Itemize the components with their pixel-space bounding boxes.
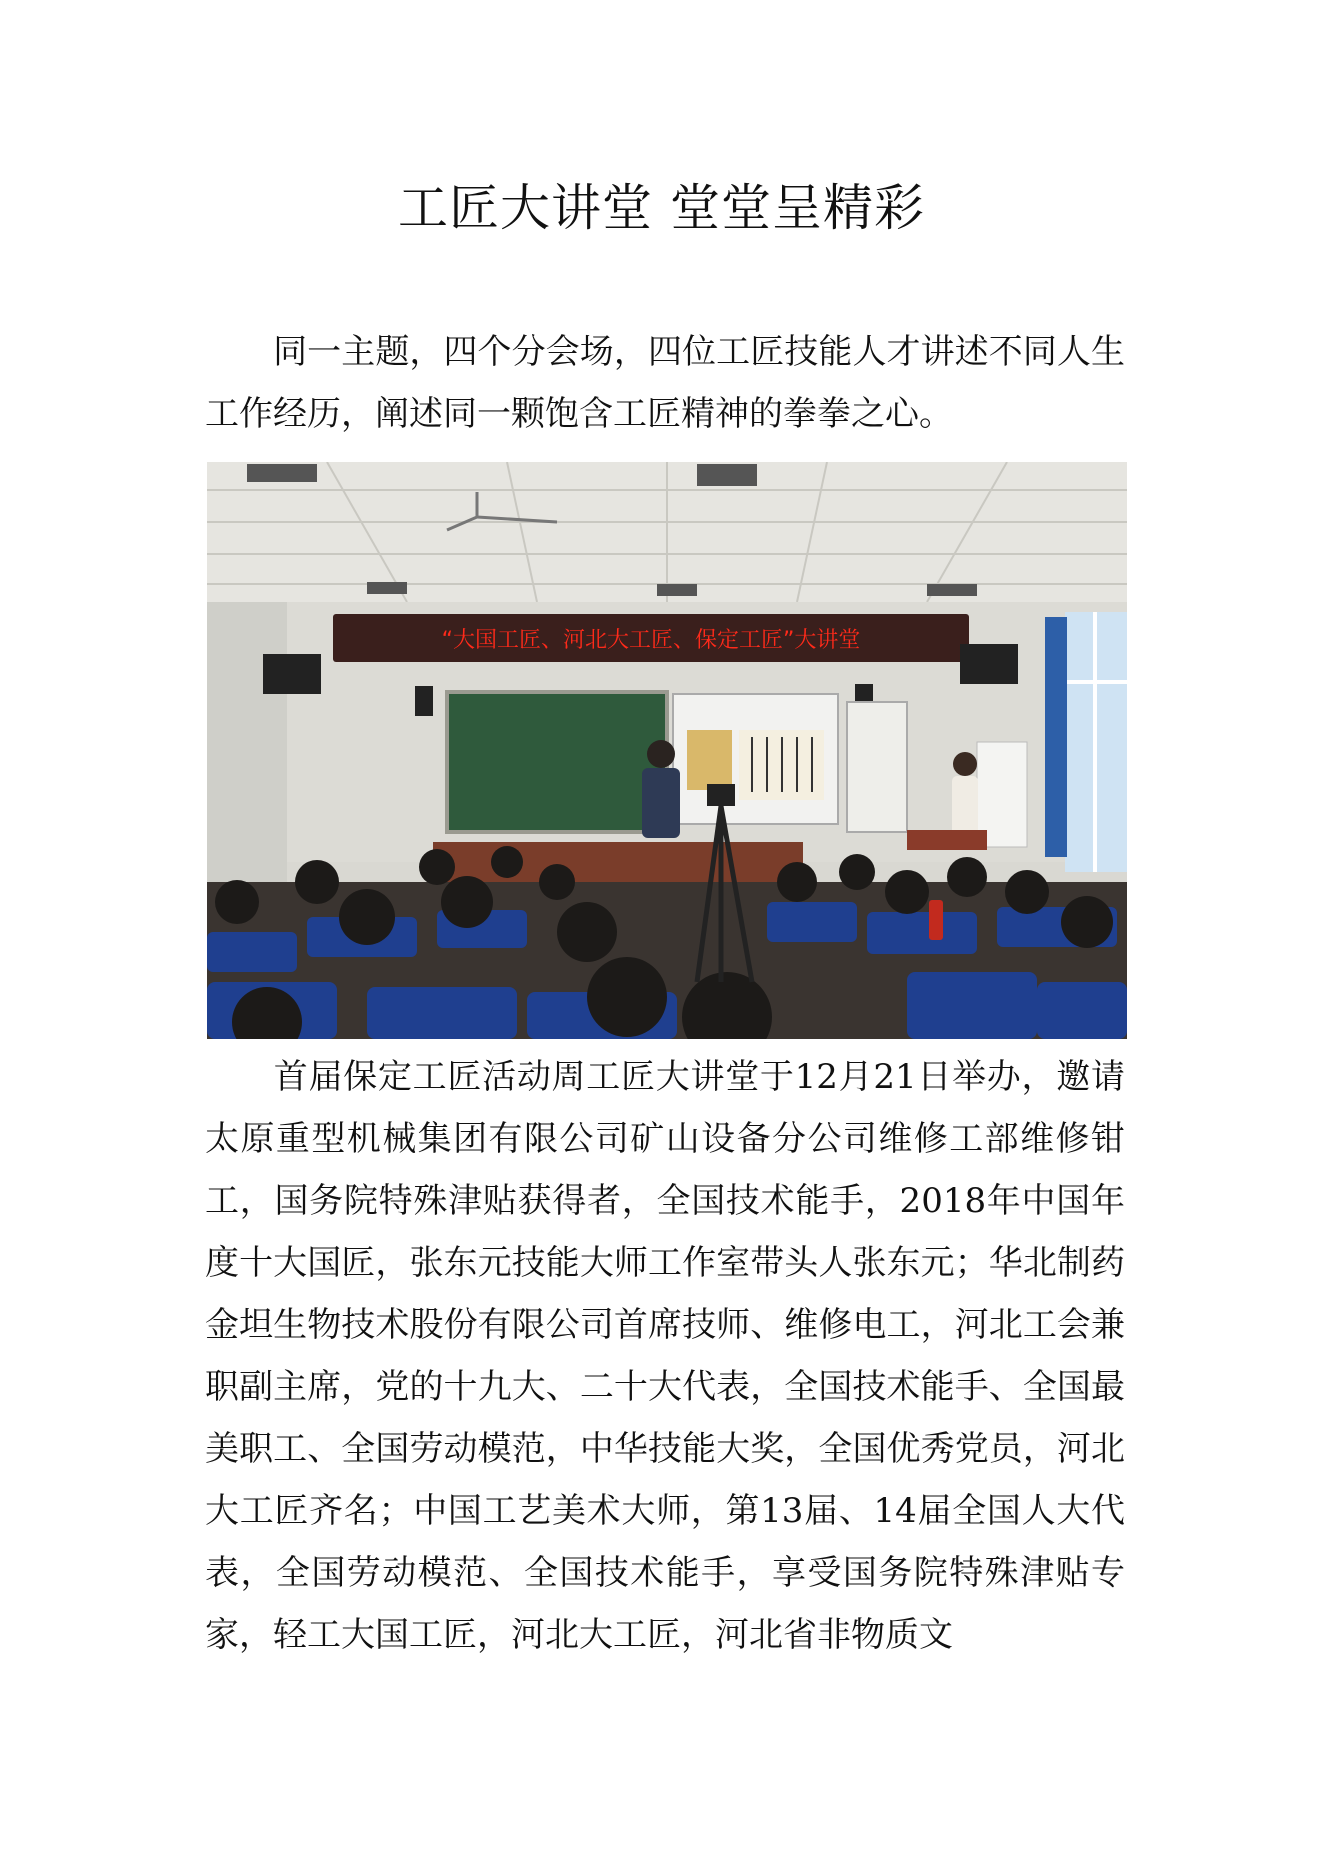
- led-banner-text: “大国工匠、河北大工匠、保定工匠”大讲堂: [441, 628, 861, 653]
- body-paragraph: [205, 1046, 1125, 1666]
- lecture-photo-illustration: [207, 462, 1127, 1039]
- intro-paragraph-text: 同一主题，四个分会场，四位工匠技能人才讲述不同人生工作经历，阐述同一颗饱含工匠精神的拳拳之心。: [205, 332, 1125, 434]
- page-title: 工匠大讲堂 堂堂呈精彩: [398, 179, 925, 237]
- lecture-photo: [207, 462, 1127, 1039]
- body-paragraph-text: 首届保定工匠活动周工匠大讲堂于12月21日举办，邀请太原重型机械集团有限公司矿山设备分公司维修工部维修钳工，国务院特殊津贴获得者，全国技术能手，2018年中国年度十大国匠，张东元技能大师工作室带头人张东元；华北制药金坦生物技术股份有限公司首席技师、维修电工，河北工会兼职副主席，党的十九大、二十大代表，全国技术能手、全国最美职工、全国劳动模范，中华技能大奖，全国优秀党员，河北大工匠齐名；中国工艺美术大师，第13届、14届全国人大代表，全国劳动模范、全国技术能手，享受国务院特殊津贴专家，轻工大国工匠，河北大工匠，河北省非物质文: [205, 1057, 1125, 1655]
- intro-paragraph: [205, 321, 1125, 445]
